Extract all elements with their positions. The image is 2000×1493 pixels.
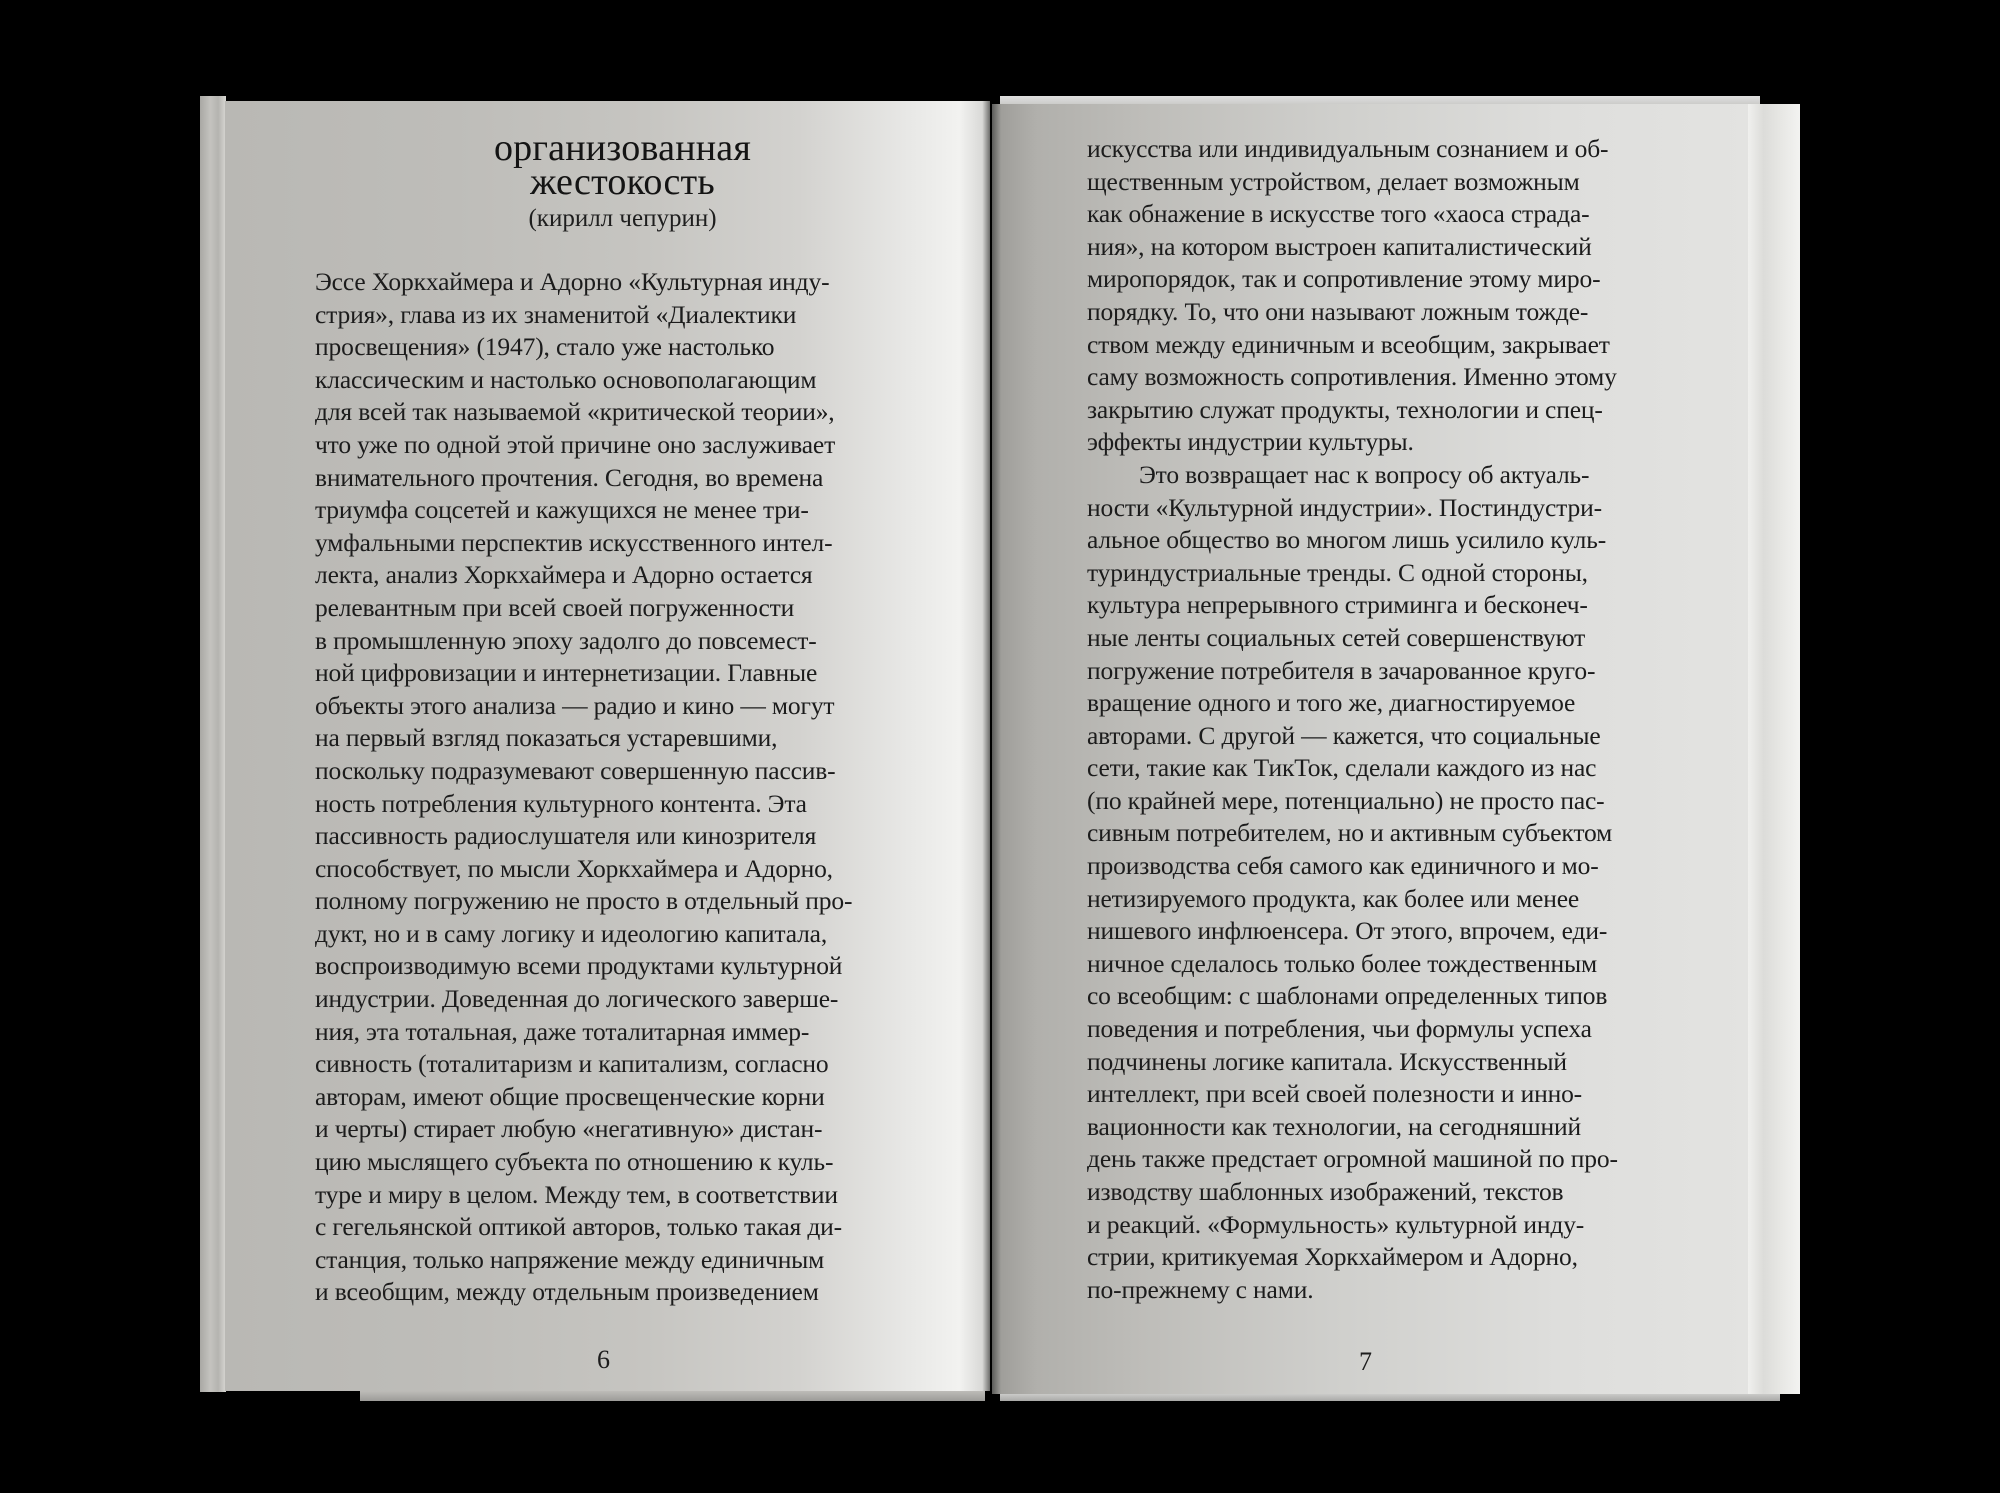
text-line: просвещения» (1947), стало уже настолько [315,332,775,362]
text-line: стрии, критикуемая Хоркхаймером и Адорно, [1087,1242,1578,1272]
text-line: сети, такие как ТикТок, сделали каждого из нас [1087,753,1597,783]
text-line: саму возможность сопротивления. Именно этому [1087,362,1617,392]
text-line: для всей так называемой «критической теории», [315,397,835,427]
text-line: интеллект, при всей своей полезности и инно- [1087,1079,1583,1109]
text-line: пассивность радиослушателя или кинозрителя [315,821,817,851]
text-line: по-прежнему с нами. [1087,1274,1314,1304]
left-page-body-text [315,266,852,1309]
text-line: щественным устройством, делает возможным [1087,166,1580,196]
text-line: как обнажение в искусстве того «хаоса страда- [1087,199,1590,229]
text-line: вационности как технологии, на сегодняшний [1087,1111,1581,1141]
text-line: в промышленную эпоху задолго до повсемест- [315,625,817,655]
text-line: нетизируемого продукта, как более или менее [1087,883,1580,913]
text-line: сивность (тоталитаризм и капитализм, согласно [315,1049,829,1079]
text-line: ность потребления культурного контента. Эта [315,788,807,818]
text-line: день также предстает огромной машиной по про- [1087,1144,1618,1174]
text-line: классическим и настолько основополагающим [315,364,817,394]
text-line: вращение одного и того же, диагностируемое [1087,688,1576,718]
text-line: умфальными перспектив искусственного интел- [315,527,833,557]
text-line: (по крайней мере, потенциально) не просто пас- [1087,785,1605,815]
text-line: ния», на котором выстроен капиталистический [1087,231,1592,261]
text-line: объекты этого анализа — радио и кино — могут [315,690,835,720]
right-bottom-page-edge [1000,1393,1780,1401]
essay-author: (кирилл чепурин) [528,205,717,232]
text-line: цию мыслящего субъекта по отношению к куль- [315,1147,834,1177]
text-line: эффекты индустрии культуры. [1087,427,1414,457]
text-line: ные ленты социальных сетей совершенствуют [1087,622,1586,652]
text-line: искусства или индивидуальным сознанием и об- [1087,134,1609,163]
right-page-body-text [1087,133,1618,1306]
text-line: авторами. С другой — кажется, что социальные [1087,720,1601,750]
text-line: производства себя самого как единичного и мо- [1087,851,1599,881]
text-line: лекта, анализ Хоркхаймера и Адорно остается [315,560,813,590]
page-number-right: 7 [1359,1347,1372,1376]
essay-heading [225,127,990,234]
text-line: и всеобщим, между отдельным произведением [315,1277,819,1307]
left-page [225,101,990,1391]
text-line: нишевого инфлюенсера. От этого, впрочем, еди- [1087,916,1608,946]
text-line: Это возвращает нас к вопросу об актуаль- [1139,459,1590,489]
text-line: сивным потребителем, но и активным субъектом [1087,818,1613,848]
text-line: туриндустриальные тренды. С одной стороны, [1087,557,1588,587]
text-line: авторам, имеют общие просвещенческие корни [315,1081,825,1111]
text-line: Эссе Хоркхаймера и Адорно «Культурная инду- [315,267,830,296]
text-line: стрия», глава из их знаменитой «Диалектики [315,299,797,329]
text-line: релевантным при всей своей погруженности [315,592,795,622]
text-line: дукт, но и в саму логику и идеологию капитала, [315,918,828,948]
text-line: и реакций. «Формульность» культурной инду- [1087,1209,1585,1239]
text-line: с гегельянской оптикой авторов, только такая ди- [315,1212,843,1242]
text-line: изводству шаблонных изображений, текстов [1087,1177,1564,1206]
text-line: погружение потребителя в зачарованное круго- [1087,655,1596,685]
text-line: полному погружению не просто в отдельный про- [315,886,853,916]
text-line: миропорядок, так и сопротивление этому миро- [1087,264,1601,294]
page-number-left: 6 [597,1345,610,1374]
text-line: станция, только напряжение между единичным [315,1244,825,1274]
text-line: внимательного прочтения. Сегодня, во времена [315,462,824,492]
text-line: ством между единичным и всеобщим, закрывает [1087,329,1610,359]
text-line: альное общество во многом лишь усилило куль- [1087,525,1607,555]
text-line: подчинены логике капитала. Искусственный [1087,1046,1567,1076]
text-line: триумфа соцсетей и кажущихся не менее три- [315,495,809,525]
text-line: порядку. То, что они называют ложным тожде- [1087,296,1589,326]
text-line: туре и миру в целом. Между тем, в соответствии [315,1179,838,1209]
text-line: ния, эта тотальная, даже тоталитарная иммер- [315,1016,810,1046]
text-line: ности «Культурной индустрии». Постиндустри- [1087,492,1602,522]
text-line: закрытию служат продукты, технологии и спец- [1087,394,1603,424]
text-line: ной цифровизации и интернетизации. Главные [315,658,818,688]
left-page-block-edge [200,96,226,1392]
text-line: воспроизводимую всеми продуктами культурной [315,951,843,981]
right-page [992,104,1748,1394]
text-line: культура непрерывного стриминга и бесконеч- [1087,590,1588,620]
left-bottom-page-edge [360,1391,985,1401]
essay-title-line-2: жестокость [530,161,715,203]
essay-title-line-1: организованная [493,127,752,169]
text-line: и черты) стирает любую «негативную» дистан- [315,1114,823,1144]
text-line: поведения и потребления, чьи формулы успеха [1087,1014,1592,1044]
text-line: со всеобщим: с шаблонами определенных типов [1087,981,1608,1011]
text-line: что уже по одной этой причине оно заслуживает [315,429,836,459]
text-line: индустрии. Доведенная до логического заверше- [315,984,839,1014]
right-page-block-edge [1748,104,1800,1394]
text-line: поскольку подразумевают совершенную пассив- [315,755,836,785]
text-line: ничное сделалось только более тождественным [1087,948,1597,978]
text-line: способствует, по мысли Хоркхаймера и Адорно, [315,853,833,883]
text-line: на первый взгляд показаться устаревшими, [315,723,778,753]
